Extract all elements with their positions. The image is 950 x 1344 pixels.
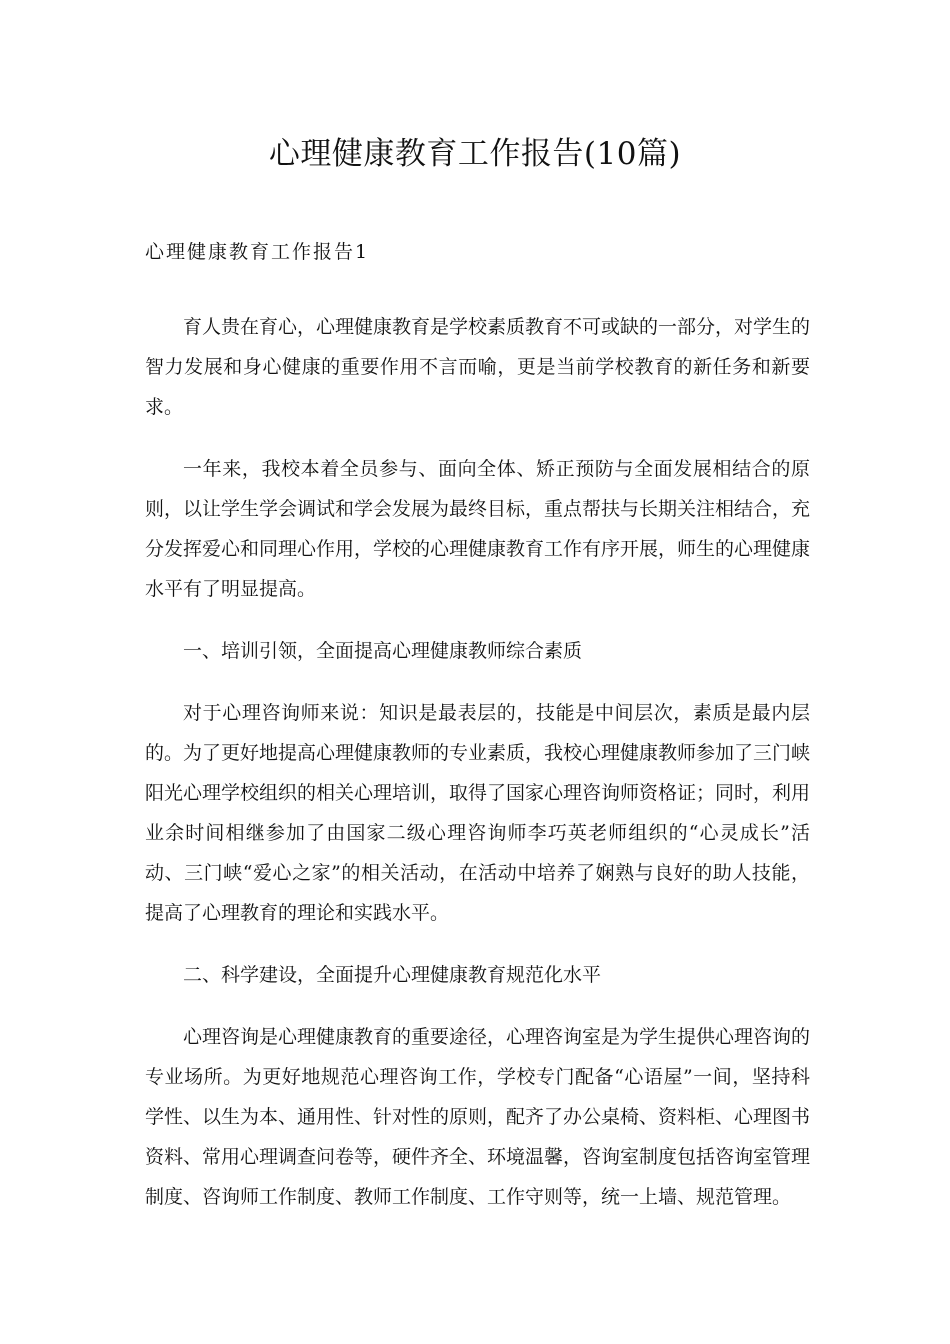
document-body: [145, 307, 810, 1239]
subheading-construction: 二、科学建设，全面提升心理健康教育规范化水平: [183, 964, 602, 986]
section-heading: 心理健康教育工作报告1: [145, 241, 370, 263]
document-title: 心理健康教育工作报告(10篇): [268, 136, 682, 172]
paragraph-intro: 育人贵在育心，心理健康教育是学校素质教育不可或缺的一部分，对学生的智力发展和身心健康的重要作用不言而喻，更是当前学校教育的新任务和新要求。: [145, 316, 811, 418]
subheading-training: 一、培训引领，全面提高心理健康教师综合素质: [183, 640, 583, 662]
paragraph-construction: 心理咨询是心理健康教育的重要途径，心理咨询室是为学生提供心理咨询的专业场所。为更好地规范心理咨询工作，学校专门配备“心语屋”一间，坚持科学性、以生为本、通用性、针对性的原则，配齐了办公桌椅、资料柜、心理图书资料、常用心理调查问卷等，硬件齐全、环境温馨，咨询室制度包括咨询室管理制度、咨询师工作制度、教师工作制度、工作守则等，统一上墙、规范管理。: [145, 1026, 811, 1208]
paragraph-overview: 一年来，我校本着全员参与、面向全体、矫正预防与全面发展相结合的原则，以让学生学会调试和学会发展为最终目标，重点帮扶与长期关注相结合，充分发挥爱心和同理心作用，学校的心理健康教育工作有序开展，师生的心理健康水平有了明显提高。: [145, 458, 811, 600]
paragraph-training: 对于心理咨询师来说：知识是最表层的，技能是中间层次，素质是最内层的。为了更好地提高心理健康教师的专业素质，我校心理健康教师参加了三门峡阳光心理学校组织的相关心理培训，取得了国家心理咨询师资格证；同时，利用业余时间相继参加了由国家二级心理咨询师李巧英老师组织的“心灵成长”活动、三门峡“爱心之家”的相关活动，在活动中培养了娴熟与良好的助人技能，提高了心理教育的理论和实践水平。: [145, 702, 811, 924]
